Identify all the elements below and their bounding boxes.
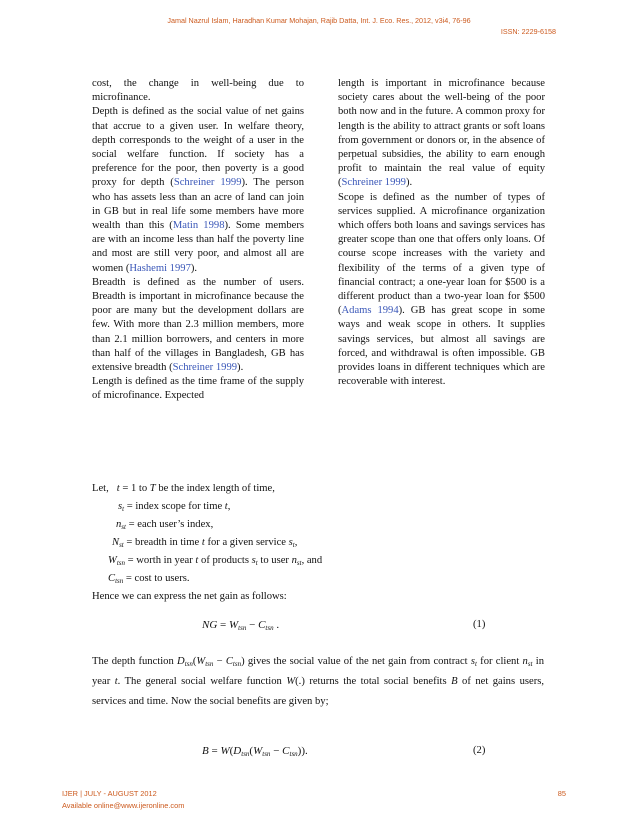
variable-definitions — [92, 480, 562, 606]
length-paragraph-end: length is important in microfinance because society cares about the well-being of the poor both now and in the future. A common proxy for length is the ability to attract grants or soft loans from government or donors or, in the absence of perpetual subsidies, the ability to earn enough profit to maintain the real value of equity (Schreiner 1999). — [338, 78, 545, 189]
depth-function-paragraph: The depth function $D_{tsn}(W_{tsn} - C_{tsn})$ gives the social value of the net gain from contract $s_t$ for client $n_{st}$ in year t. The general social welfare function W(.) returns the total social benefits B of net gains users, services and time. Now the social benefits are given by; — [92, 656, 545, 707]
definition-W: $W_{tsn}$ = worth in year t of products $s_t$ to user $n_{st}$, and — [108, 555, 323, 567]
equation-2-number: (2) — [473, 745, 486, 756]
equation-1-number: (1) — [473, 619, 486, 630]
footer-journal: IJER | JULY - AUGUST 2012 — [62, 789, 157, 798]
definition-n: $n_{st}$ = each user’s index, — [116, 519, 214, 531]
issn-label: ISSN: 2229-6158 — [500, 27, 556, 36]
definition-C: $C_{tsn} = \cos t$ to users. — [108, 573, 190, 585]
citation-link[interactable]: Schreiner 1999 — [341, 177, 406, 189]
citation-link[interactable]: Matin 1998 — [172, 220, 225, 232]
left-column — [92, 77, 304, 404]
left-paragraph-1: cost, the change in well-being due to microfinance. — [92, 78, 304, 104]
hence-sentence: Hence we can express the net gain as follows: — [92, 591, 287, 602]
scope-paragraph: Scope is defined as the number of types of services supplied. A microfinance organization which offers both loans and savings services has greater scope than one that offers only loans. Of course scope increases with the variety and flexibility of the terms of a given type of financial contract; a one-year loan for $500 is a different product than a two-year loan for $500 (Adams 1994). GB has great scope in some ways and weak scope in others. It supplies savings services, but almost all savings are forced, and withdrawal is often impossible. GB provides loans in different techniques which are recoverable with interest. — [338, 191, 545, 388]
breadth-paragraph: Breadth is defined as the number of users. Breadth is important in microfinance because the poor are many but the development dollars are few. With more than 2.3 million members, more than 2.1 million borrowers, and centers in more than half of the villages in Bangladesh, GB has extensive breadth (Schreiner 1999). — [92, 276, 304, 374]
equation-2: $B = W(D_{tsn}(W_{tsn} - C_{tsn}))$. — [202, 745, 308, 758]
equation-1: NG = $W_{tsn} - C_{tsn}$ . — [202, 619, 280, 632]
definition-N: $N_{st}$ = breadth in time t for a given service $s_t$, — [112, 537, 298, 549]
running-header: Jamal Nazrul Islam, Haradhan Kumar Mohajan, Rajib Datta, Int. J. Eco. Res., 2012, v3i4, 76-96 — [167, 16, 471, 25]
page-number: 85 — [557, 789, 566, 798]
citation-link[interactable]: Hashemi 1997 — [129, 262, 191, 274]
depth-paragraph: Depth is defined as the social value of net gains that accrue to a given user. In welfare theory, depth corresponds to the weight of a user in the social welfare function. If society has a preference for the poor, then poverty is a good proxy for depth (Schreiner 1999). The person who has assets less than an acre of land can join in GB but in real life some members have more wealth than this (Matin 1998). Some members are with an income less than half the poverty line and most are still very poor, and almost all are women (Hashemi 1997). — [92, 106, 305, 274]
footer-online: Available online@www.ijeronline.com — [62, 801, 185, 810]
citation-link[interactable]: Adams 1994 — [341, 305, 399, 317]
citation-link[interactable]: Schreiner 1999 — [172, 362, 238, 374]
citation-link[interactable]: Schreiner 1999 — [173, 177, 242, 189]
length-paragraph-start: Length is defined as the time frame of the supply of microfinance. Expected — [92, 376, 304, 402]
right-column — [338, 77, 545, 389]
definition-s: $s_t$ = index scope for time t, — [118, 501, 231, 513]
definition-t: Let, t = 1 to T be the index length of time, — [92, 483, 275, 494]
